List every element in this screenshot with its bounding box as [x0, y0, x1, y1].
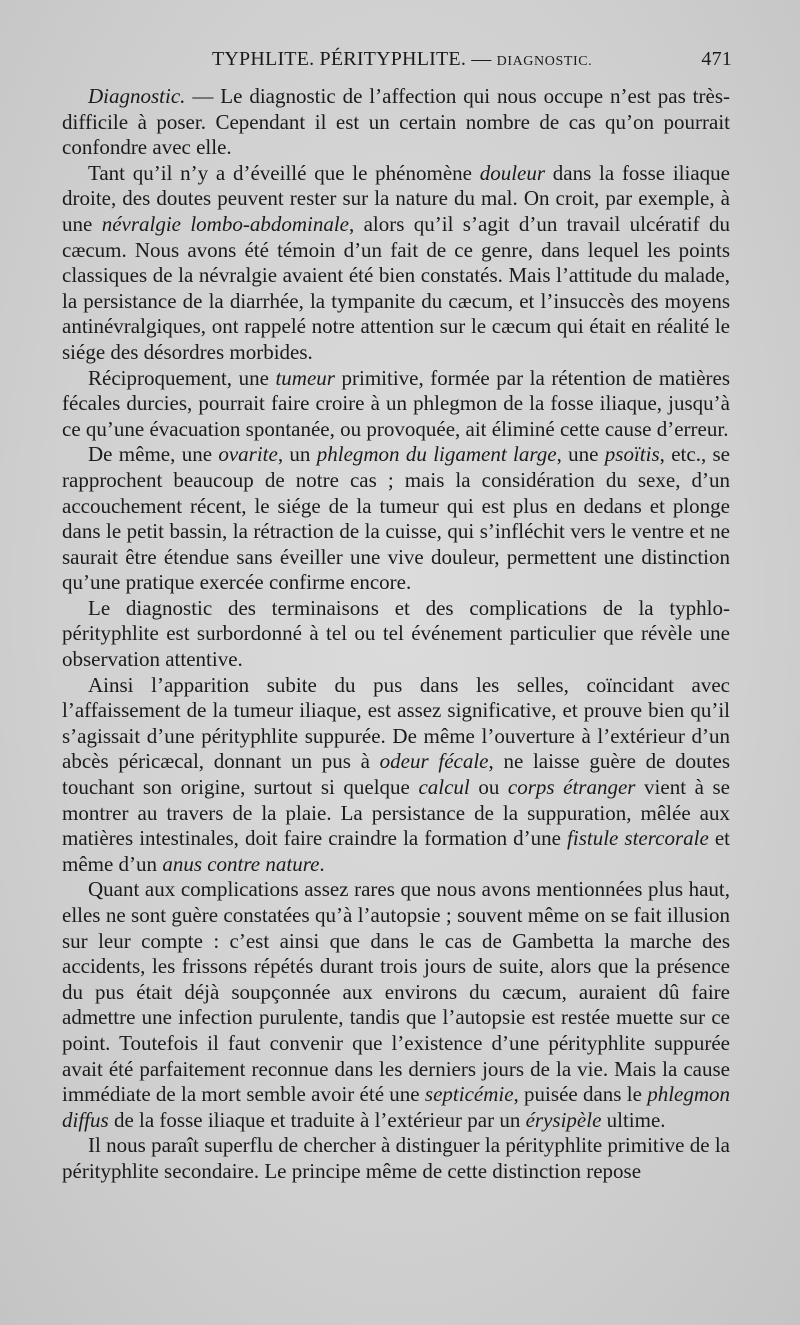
paragraph: [62, 84, 730, 161]
page-number: 471: [701, 48, 732, 70]
running-section: DIAGNOSTIC.: [496, 54, 593, 69]
body-text: [62, 84, 730, 1185]
text-segment: et même d’un: [62, 826, 731, 876]
italic-text: odeur fécale: [379, 749, 489, 774]
text-segment: , ne laisse guère de doutes touchant son origine, surtout si quelque: [62, 749, 730, 800]
italic-text: tumeur: [275, 365, 335, 390]
text-segment: — Le diagnostic de l’affection qui nous occupe n’est pas très-difficile à poser. Cependant il est un certain nombre de cas qu’on pourrait confondre avec elle.: [62, 84, 730, 160]
italic-text: corps étranger: [507, 775, 636, 800]
italic-text: érysipèle: [525, 1107, 602, 1132]
paragraph: [62, 366, 730, 443]
paragraph: [62, 673, 730, 878]
text-segment: Ainsi l’apparition subite du pus dans les selles, coïncidant avec l’affaissement de la tumeur iliaque, est assez significative, et prouve bien qu’il s’agissait d’une pérityphlite suppurée. De même l’ouverture à l’extérieur d’un abcès péricæcal, donnant un pus à: [62, 672, 730, 774]
text-segment: Réciproquement, une: [88, 365, 276, 390]
italic-text: septicémie: [424, 1082, 514, 1107]
paragraph: [62, 1133, 730, 1184]
text-segment: vient à se montrer au travers de la plaie. La persistance de la suppuration, mêlée aux matières intestinales, doit faire craindre la formation d’une: [62, 775, 730, 851]
italic-text: douleur: [479, 160, 546, 185]
text-segment: Le diagnostic des terminaisons et des complications de la typhlo-pérityphlite est surbordonné à tel ou tel événement particulier que révèle une observation attentive.: [62, 595, 730, 672]
text-segment: , alors qu’il s’agit d’un travail ulcératif du cæcum. Nous avons été témoin d’un fait de ce genre, dans lequel les points classiques de la névralgie avaient été bien constatés. Mais l’attitude du malade, la persistance de la diarrhée, la tympanite du cæcum, et l’insuccès des moyens antinévralgiques, ont rappelé notre attention sur le cæcum qui était en réalité le siége des désordres morbides.: [62, 211, 730, 364]
italic-text: névralgie lombo-abdominale: [101, 211, 349, 236]
italic-text: calcul: [418, 775, 470, 800]
italic-text: psoïtis: [604, 442, 660, 467]
text-segment: ultime.: [601, 1107, 666, 1132]
paragraph: [62, 596, 730, 673]
running-title-text: TYPHLITE. PÉRITYPHLITE. —: [212, 48, 497, 70]
italic-text: phlegmon diffus: [62, 1082, 731, 1132]
text-segment: .: [319, 851, 325, 876]
paragraph: [62, 161, 730, 366]
italic-text: Diagnostic.: [88, 84, 186, 108]
text-segment: Tant qu’il n’y a d’éveillé que le phénomène: [88, 160, 480, 185]
text-segment: Il nous paraît superflu de chercher à distinguer la pérityphlite primitive de la pérityphlite secondaire. Le principe même de cette distinction repose: [62, 1133, 730, 1183]
paragraph: [62, 877, 730, 1133]
text-segment: , etc., se rapprochent beaucoup de notre cas ; mais la considération du sexe, d’un accouchement récent, le siége de la tumeur qui est plus en dedans et plonge dans le petit bassin, la rétraction de la cuisse, qui s’infléchit vers le ventre et ne saurait être étendue sans éveiller une vive douleur, permettent une distinction qu’une pratique exercée confirme encore.: [62, 442, 731, 595]
text-segment: primitive, formée par la rétention de matières fécales durcies, pourrait faire croire à un phlegmon de la fosse iliaque, jusqu’à ce qu’une évacuation spontanée, ou provoquée, ait éliminé cette cause d’erreur.: [62, 365, 731, 441]
text-segment: , puisée dans le: [513, 1082, 648, 1107]
italic-text: ovarite: [218, 442, 278, 467]
running-title: [212, 48, 592, 71]
text-segment: , un: [277, 442, 317, 467]
text-segment: ou: [469, 775, 508, 800]
italic-text: phlegmon du ligament large: [316, 442, 557, 467]
text-segment: , une: [556, 442, 605, 467]
text-segment: Quant aux complications assez rares que nous avons mentionnées plus haut, elles ne sont guère constatées qu’à l’autopsie ; souvent même on se fait illusion sur leur compte : c’est ainsi que dans le cas de Gambetta la marche des accidents, les frissons répétés durant trois jours de suite, alors que la présence du pus était déjà soupçonnée aux environs du cæcum, auraient dû faire admettre une infection purulente, tandis que l’autopsie est restée muette sur ce point. Toutefois il faut convenir que l’existence d’une pérityphlite suppurée avait été parfaitement reconnue dans les derniers jours de la vie. Mais la cause immédiate de la mort semble avoir été une: [62, 877, 730, 1107]
text-segment: De même, une: [88, 442, 219, 467]
text-segment: de la fosse iliaque et traduite à l’extérieur par un: [108, 1107, 526, 1132]
running-head: [62, 44, 732, 74]
italic-text: fistule stercorale: [567, 826, 709, 851]
text-segment: dans la fosse iliaque droite, des doutes peuvent rester sur la nature du mal. On croit, par exemple, à une: [62, 160, 730, 236]
paragraph: [62, 442, 730, 596]
italic-text: anus contre nature: [162, 851, 320, 876]
